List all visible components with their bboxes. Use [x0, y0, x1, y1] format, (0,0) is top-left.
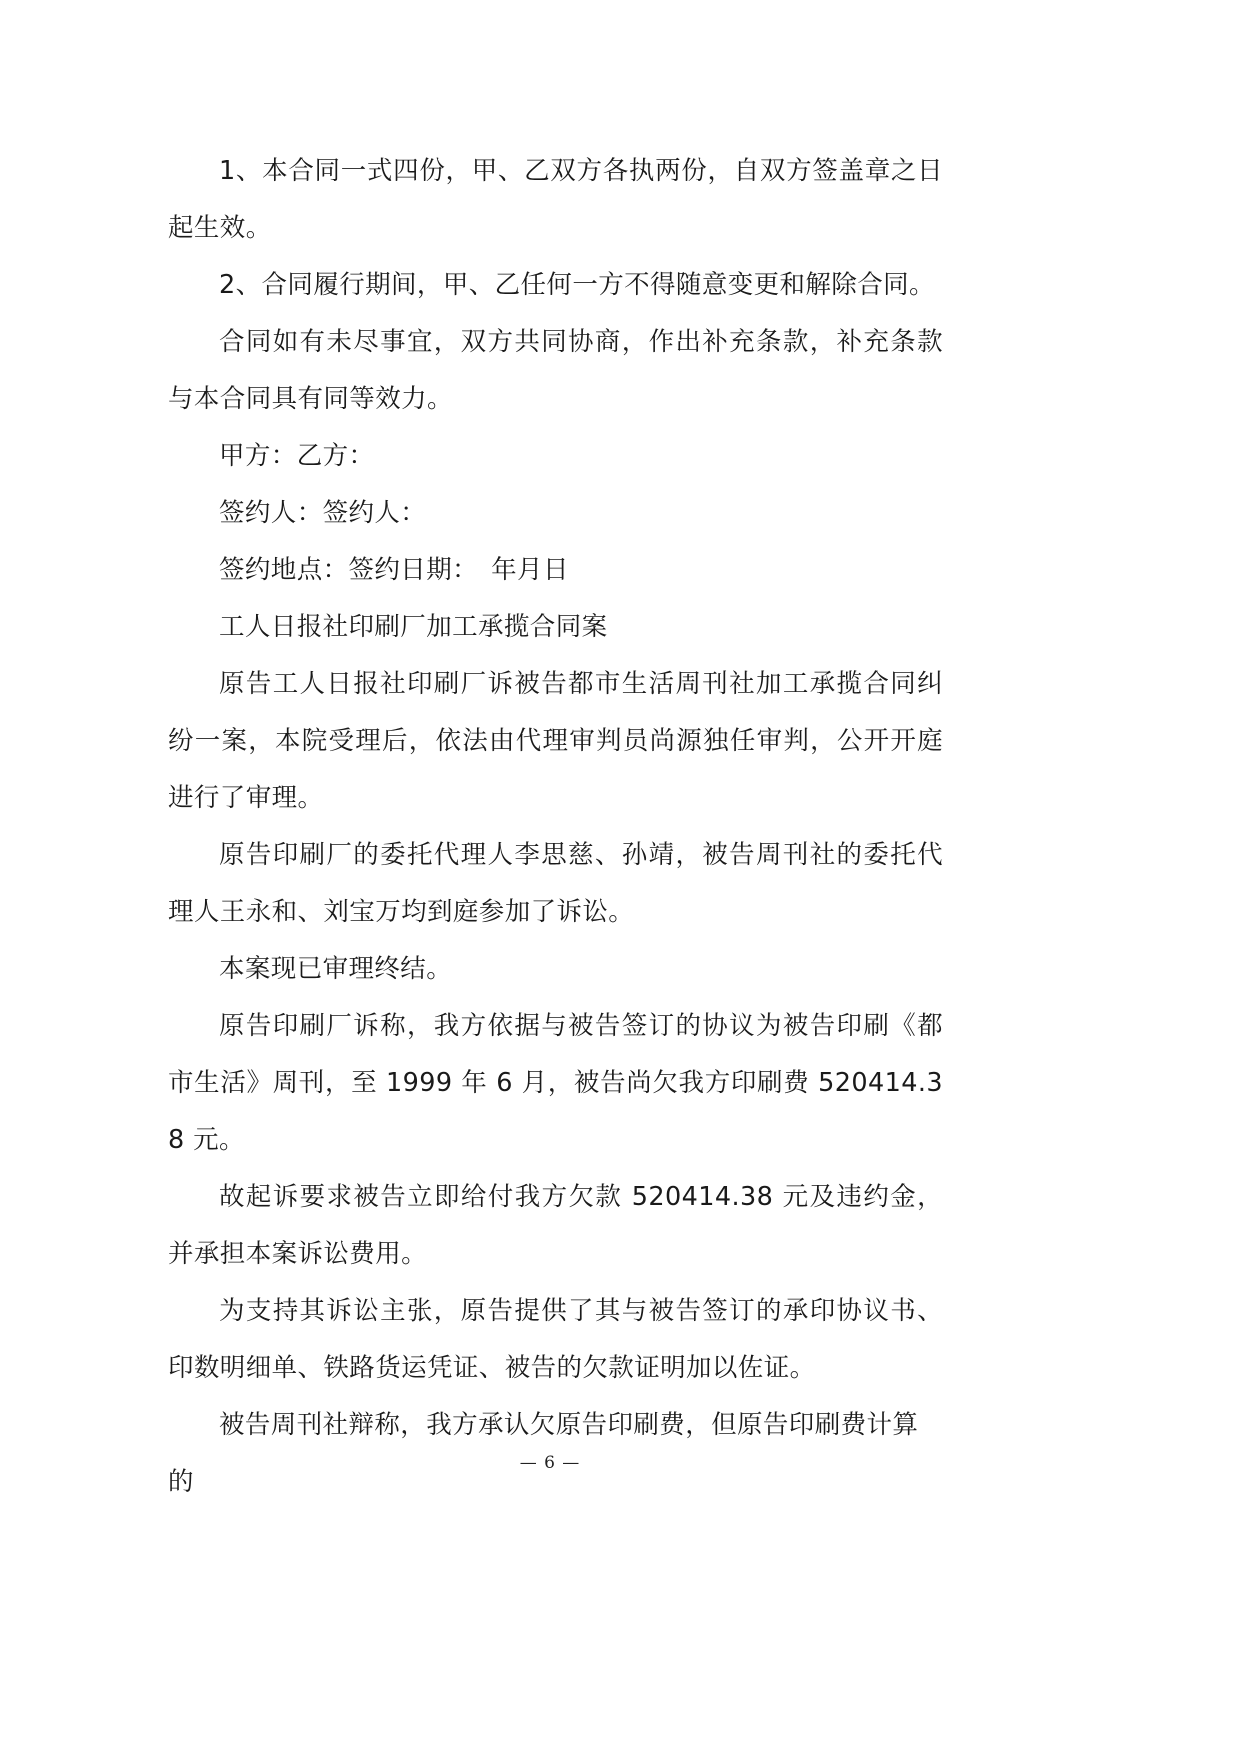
signatory-line: 签约人：签约人：: [219, 498, 427, 528]
defendant-defense-paragraph: 被告周刊社辩称，我方承认欠原告印刷费，但原告印刷费计算的: [168, 1410, 919, 1497]
clause-copies-effective: 1、本合同一式四份，甲、乙双方各执两份，自双方签盖章之日起生效。: [168, 156, 943, 243]
signing-place-date-line: 签约地点：签约日期： 年月日: [219, 555, 569, 585]
plaintiff-evidence-paragraph: 为支持其诉讼主张，原告提供了其与被告签订的承印协议书、印数明细单、铁路货运凭证、被告的欠款证明加以佐证。: [168, 1296, 943, 1383]
case-concluded-paragraph: 本案现已审理终结。: [219, 954, 453, 984]
document-body: [168, 143, 943, 1511]
party-a-party-b-line: 甲方：乙方：: [219, 441, 375, 471]
case-representatives-paragraph: 原告印刷厂的委托代理人李思慈、孙靖，被告周刊社的委托代理人王永和、刘宝万均到庭参加了诉讼。: [168, 840, 943, 927]
clause-supplementary-terms: 合同如有未尽事宜，双方共同协商，作出补充条款，补充条款与本合同具有同等效力。: [168, 327, 943, 414]
page-number: — 6 —: [519, 1453, 581, 1473]
plaintiff-claim-paragraph: 原告印刷厂诉称，我方依据与被告签订的协议为被告印刷《都市生活》周刊，至 1999 年 6 月，被告尚欠我方印刷费 520414.38 元。: [168, 1011, 943, 1155]
case-intro-paragraph: 原告工人日报社印刷厂诉被告都市生活周刊社加工承揽合同纠纷一案，本院受理后，依法由代理审判员尚源独任审判，公开开庭进行了审理。: [168, 669, 943, 813]
plaintiff-demand-paragraph: 故起诉要求被告立即给付我方欠款 520414.38 元及违约金，并承担本案诉讼费用。: [168, 1182, 943, 1269]
case-title: 工人日报社印刷厂加工承揽合同案: [219, 612, 608, 642]
clause-no-unilateral-change: 2、合同履行期间，甲、乙任何一方不得随意变更和解除合同。: [219, 270, 935, 300]
